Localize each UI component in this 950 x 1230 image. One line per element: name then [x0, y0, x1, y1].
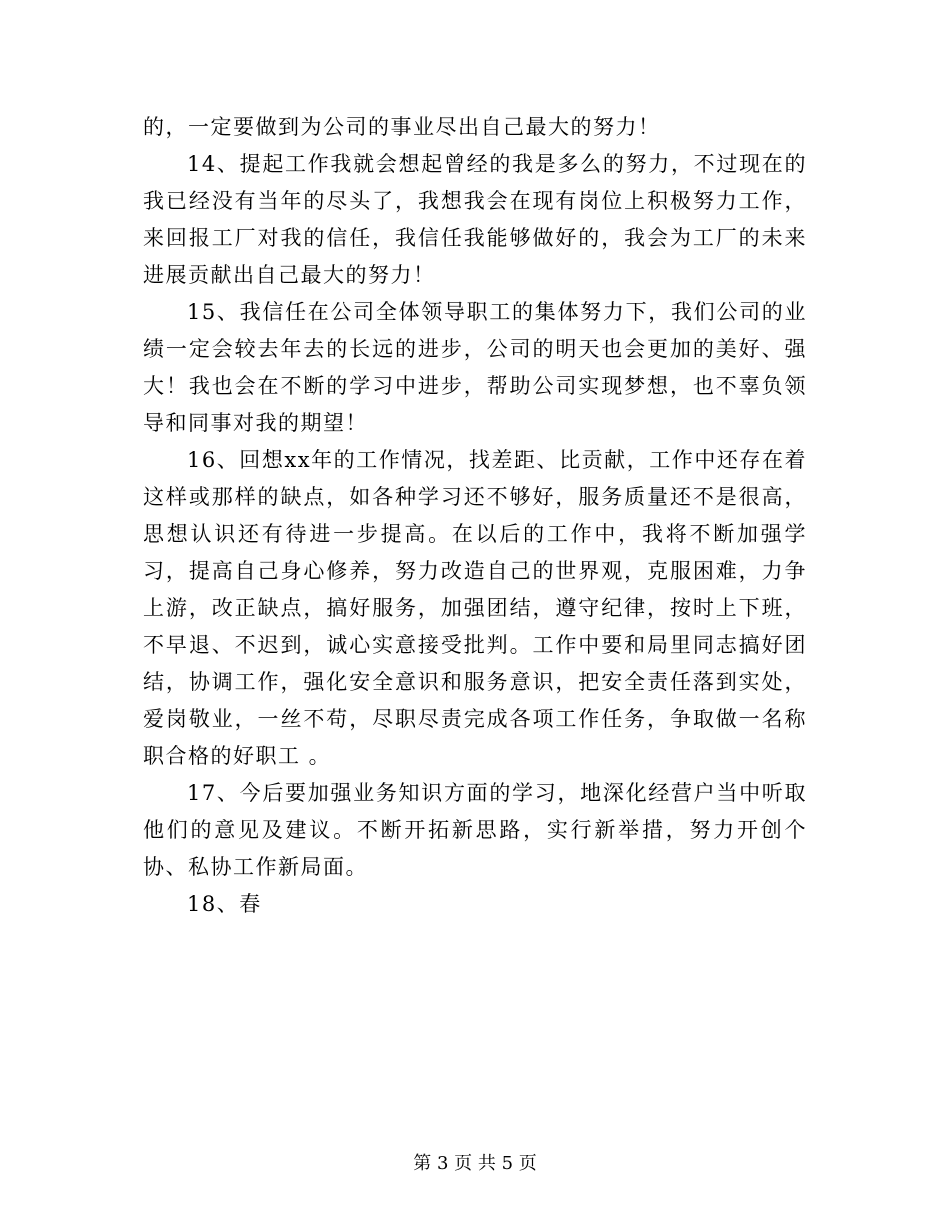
paragraph-item-16: 16、回想xx年的工作情况，找差距、比贡献，工作中还存在着这样或那样的缺点，如各种学习还不够好，服务质量还不是很高，思想认识还有待进一步提高。在以后的工作中，我将不断加强学习，提高自己身心修养，努力改造自己的世界观，克服困难，力争上游，改正缺点，搞好服务，加强团结，遵守纪律，按时上下班，不早退、不迟到，诚心实意接受批判。工作中要和局里同志搞好团结，协调工作，强化安全意识和服务意识，把安全责任落到实处，爱岗敬业，一丝不苟，尽职尽责完成各项工作任务，争取做一名称职合格的好职工 。: [143, 448, 807, 768]
paragraph-item-17: 17、今后要加强业务知识方面的学习，地深化经营户当中听取他们的意见及建议。不断开拓新思路，实行新举措，努力开创个协、私协工作新局面。: [143, 781, 807, 879]
paragraph-item-14: 14、提起工作我就会想起曾经的我是多么的努力，不过现在的我已经没有当年的尽头了，我想我会在现有岗位上积极努力工作，来回报工厂对我的信任，我信任我能够做好的，我会为工厂的未来进展贡献出自己最大的努力！: [143, 152, 807, 287]
paragraph-continuation: 的，一定要做到为公司的事业尽出自己最大的努力！: [143, 115, 661, 139]
paragraph-item-15: 15、我信任在公司全体领导职工的集体努力下，我们公司的业绩一定会较去年去的长远的进步，公司的明天也会更加的美好、强大！我也会在不断的学习中进步，帮助公司实现梦想，也不辜负领导和同事对我的期望！: [143, 300, 807, 435]
paragraph-item-18: 18、春: [187, 892, 262, 916]
page-number-footer: 第 3 页 共 5 页: [413, 1153, 537, 1174]
document-body: [143, 109, 807, 923]
